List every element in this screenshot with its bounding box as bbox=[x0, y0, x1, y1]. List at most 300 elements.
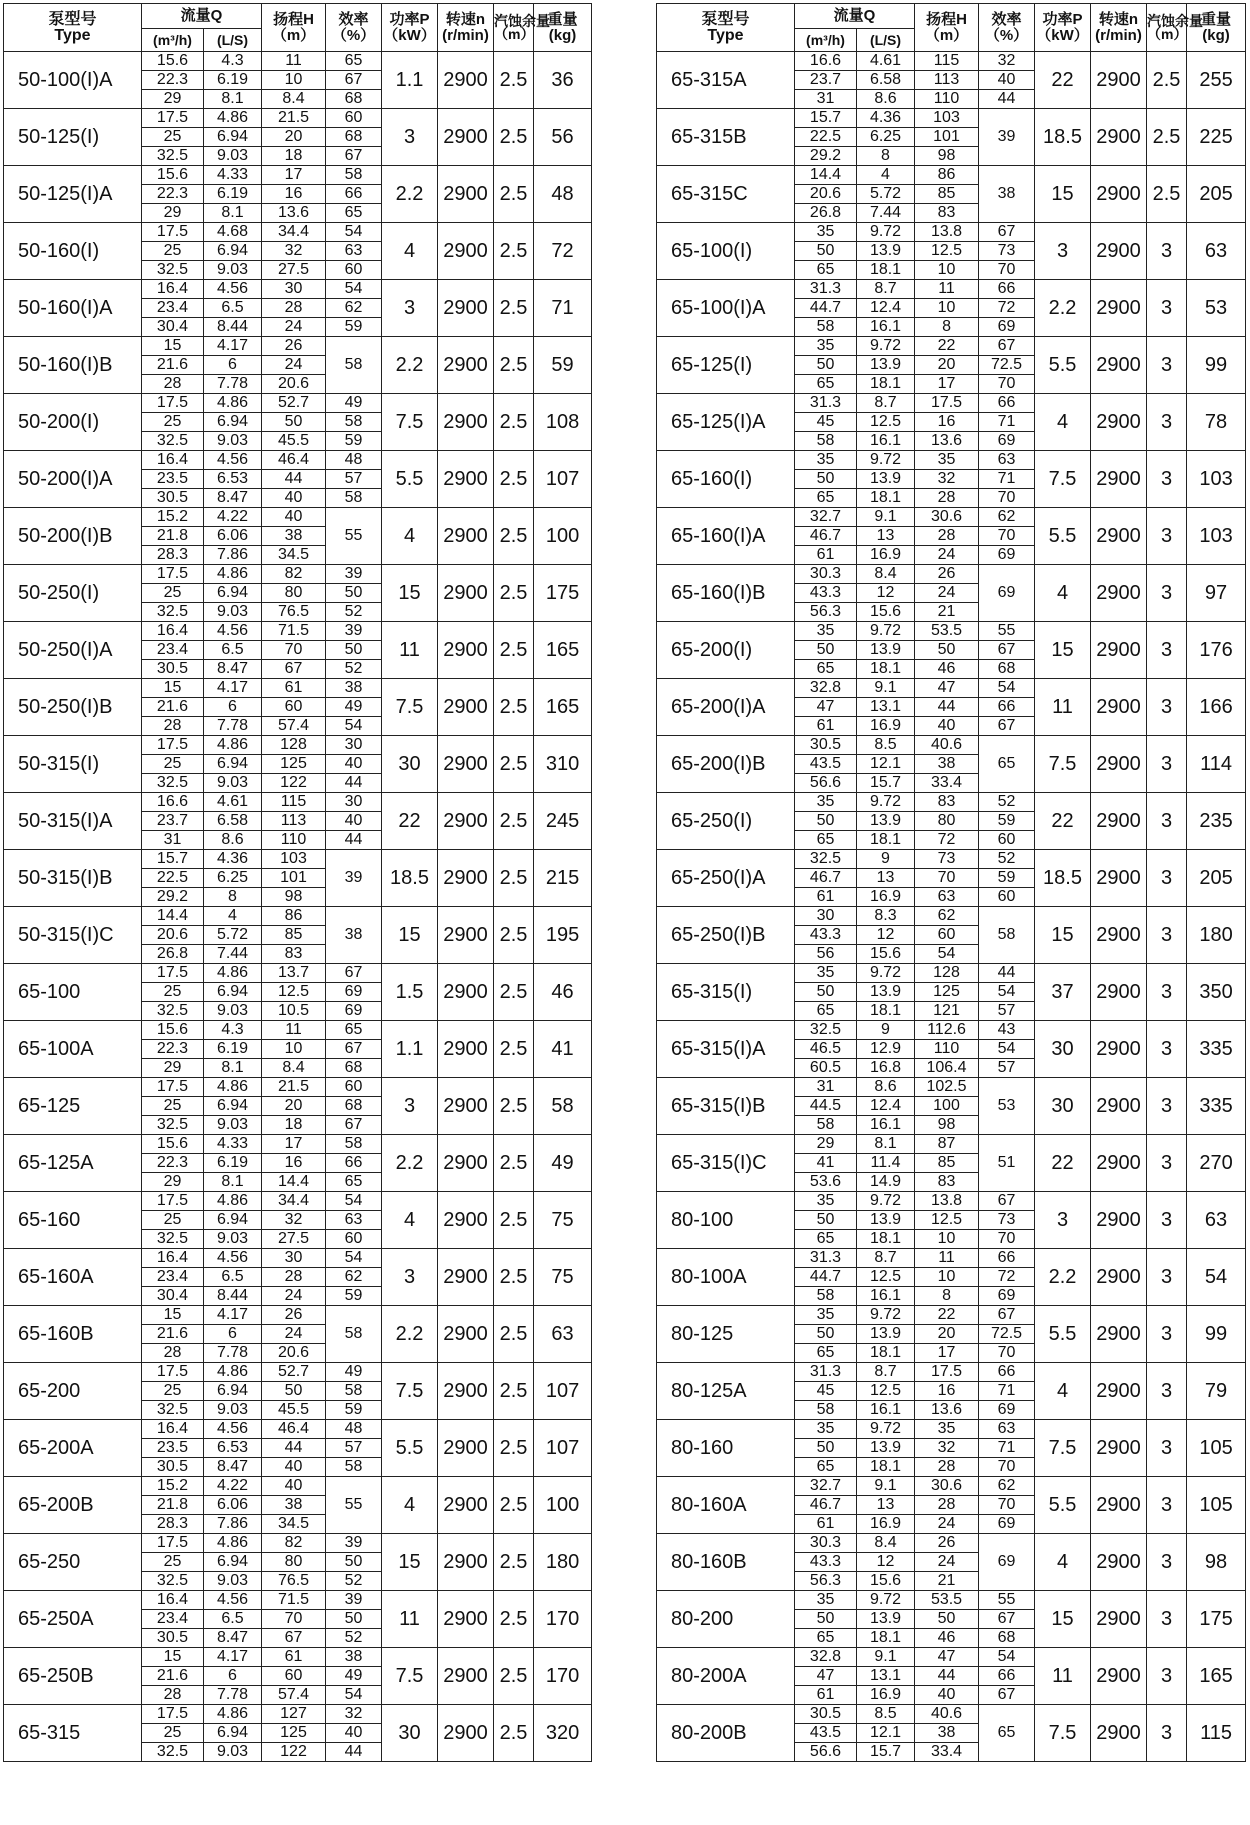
flow-m3h-cell: 30.5 bbox=[142, 1458, 204, 1477]
head-cell: 11 bbox=[262, 1021, 326, 1040]
flow-m3h-cell: 45 bbox=[795, 413, 857, 432]
flow-ls-cell: 7.78 bbox=[204, 1344, 262, 1363]
head-cell: 128 bbox=[262, 736, 326, 755]
flow-ls-cell: 18.1 bbox=[857, 489, 915, 508]
efficiency-cell: 39 bbox=[979, 109, 1035, 166]
efficiency-cell: 54 bbox=[326, 1192, 382, 1211]
head-cell: 20 bbox=[262, 128, 326, 147]
flow-m3h-cell: 61 bbox=[795, 1515, 857, 1534]
speed-cell: 2900 bbox=[1091, 1135, 1147, 1192]
flow-ls-cell: 8.1 bbox=[204, 1059, 262, 1078]
flow-ls-cell: 8.4 bbox=[857, 565, 915, 584]
weight-cell: 115 bbox=[1187, 1705, 1246, 1762]
npsh-cell: 3 bbox=[1147, 280, 1187, 337]
table-row bbox=[4, 223, 592, 242]
head-cell: 20 bbox=[262, 1097, 326, 1116]
head-header: 扬程H （m） bbox=[262, 4, 326, 52]
flow-ls-cell: 15.6 bbox=[857, 603, 915, 622]
flow-m3h-cell: 50 bbox=[795, 1439, 857, 1458]
pump-type-cell: 80-125A bbox=[657, 1363, 795, 1420]
pump-type-cell: 80-200 bbox=[657, 1591, 795, 1648]
npsh-cell: 2.5 bbox=[494, 1477, 534, 1534]
head-cell: 70 bbox=[262, 1610, 326, 1629]
npsh-cell: 2.5 bbox=[494, 1249, 534, 1306]
table-row bbox=[4, 1021, 592, 1040]
head-cell: 80 bbox=[262, 1553, 326, 1572]
head-cell: 38 bbox=[915, 755, 979, 774]
npsh-cell: 2.5 bbox=[1147, 166, 1187, 223]
pump-type-cell: 80-200B bbox=[657, 1705, 795, 1762]
efficiency-cell: 69 bbox=[979, 546, 1035, 565]
weight-cell: 56 bbox=[534, 109, 592, 166]
flow-m3h-cell: 25 bbox=[142, 1724, 204, 1743]
speed-cell: 2900 bbox=[1091, 1477, 1147, 1534]
flow-ls-cell: 8.1 bbox=[204, 90, 262, 109]
table-row bbox=[657, 508, 1246, 527]
flow-m3h-cell: 15 bbox=[142, 679, 204, 698]
flow-m3h-cell: 15.2 bbox=[142, 1477, 204, 1496]
flow-m3h-cell: 29.2 bbox=[795, 147, 857, 166]
speed-cell: 2900 bbox=[1091, 622, 1147, 679]
table-header bbox=[4, 4, 592, 52]
flow-ls-cell: 6 bbox=[204, 1667, 262, 1686]
speed-cell: 2900 bbox=[438, 337, 494, 394]
flow-m3h-cell: 32.5 bbox=[142, 261, 204, 280]
head-cell: 24 bbox=[915, 1553, 979, 1572]
flow-ls-cell: 4.33 bbox=[204, 1135, 262, 1154]
flow-ls-cell: 9.72 bbox=[857, 1306, 915, 1325]
head-cell: 45.5 bbox=[262, 1401, 326, 1420]
head-cell: 40 bbox=[262, 1477, 326, 1496]
flow-m3h-cell: 58 bbox=[795, 1401, 857, 1420]
power-cell: 3 bbox=[382, 109, 438, 166]
flow-m3h-cell: 25 bbox=[142, 1211, 204, 1230]
head-cell: 46 bbox=[915, 1629, 979, 1648]
flow-ls-header: (L/S) bbox=[857, 29, 915, 52]
efficiency-cell: 40 bbox=[326, 1724, 382, 1743]
pump-type-cell: 65-160(I)B bbox=[657, 565, 795, 622]
npsh-cell: 2.5 bbox=[494, 793, 534, 850]
flow-ls-cell: 7.78 bbox=[204, 1686, 262, 1705]
flow-ls-cell: 18.1 bbox=[857, 1230, 915, 1249]
head-cell: 62 bbox=[915, 907, 979, 926]
table-row bbox=[4, 1363, 592, 1382]
flow-ls-cell: 13.9 bbox=[857, 641, 915, 660]
flow-ls-cell: 4.17 bbox=[204, 1306, 262, 1325]
npsh-header: 汽蚀余量 （m） bbox=[1147, 4, 1187, 52]
efficiency-cell: 58 bbox=[326, 1306, 382, 1363]
head-cell: 10.5 bbox=[262, 1002, 326, 1021]
flow-ls-cell: 4.3 bbox=[204, 52, 262, 71]
head-cell: 33.4 bbox=[915, 774, 979, 793]
flow-m3h-cell: 17.5 bbox=[142, 109, 204, 128]
head-cell: 102.5 bbox=[915, 1078, 979, 1097]
flow-m3h-cell: 23.7 bbox=[795, 71, 857, 90]
flow-ls-cell: 7.78 bbox=[204, 375, 262, 394]
table-header bbox=[657, 4, 1246, 52]
weight-cell: 53 bbox=[1187, 280, 1246, 337]
speed-cell: 2900 bbox=[1091, 1648, 1147, 1705]
pump-type-cell: 65-250A bbox=[4, 1591, 142, 1648]
power-cell: 5.5 bbox=[1035, 337, 1091, 394]
head-cell: 10 bbox=[262, 71, 326, 90]
flow-ls-cell: 9.03 bbox=[204, 1572, 262, 1591]
efficiency-cell: 57 bbox=[979, 1059, 1035, 1078]
flow-ls-cell: 6.06 bbox=[204, 527, 262, 546]
efficiency-cell: 30 bbox=[326, 736, 382, 755]
head-cell: 32 bbox=[262, 1211, 326, 1230]
head-cell: 44 bbox=[262, 1439, 326, 1458]
flow-ls-cell: 12.4 bbox=[857, 1097, 915, 1116]
flow-ls-cell: 8.7 bbox=[857, 394, 915, 413]
flow-m3h-cell: 44.7 bbox=[795, 1268, 857, 1287]
flow-ls-cell: 4.68 bbox=[204, 223, 262, 242]
pump-type-cell: 65-160 bbox=[4, 1192, 142, 1249]
speed-cell: 2900 bbox=[438, 1306, 494, 1363]
head-cell: 82 bbox=[262, 1534, 326, 1553]
table-row bbox=[4, 1591, 592, 1610]
table-row bbox=[657, 1648, 1246, 1667]
flow-m3h-cell: 50 bbox=[795, 641, 857, 660]
flow-m3h-cell: 65 bbox=[795, 375, 857, 394]
flow-m3h-cell: 30.4 bbox=[142, 1287, 204, 1306]
weight-cell: 245 bbox=[534, 793, 592, 850]
head-cell: 27.5 bbox=[262, 261, 326, 280]
npsh-cell: 3 bbox=[1147, 622, 1187, 679]
power-header: 功率P （kW） bbox=[1035, 4, 1091, 52]
efficiency-cell: 60 bbox=[326, 1078, 382, 1097]
head-cell: 83 bbox=[262, 945, 326, 964]
flow-ls-cell: 9 bbox=[857, 1021, 915, 1040]
head-cell: 35 bbox=[915, 451, 979, 470]
speed-cell: 2900 bbox=[1091, 337, 1147, 394]
table-row bbox=[657, 964, 1246, 983]
speed-cell: 2900 bbox=[1091, 1534, 1147, 1591]
efficiency-cell: 58 bbox=[326, 489, 382, 508]
flow-ls-cell: 9.1 bbox=[857, 508, 915, 527]
weight-header: 重量 (kg) bbox=[1187, 4, 1246, 52]
flow-ls-cell: 9.72 bbox=[857, 1420, 915, 1439]
efficiency-cell: 39 bbox=[326, 565, 382, 584]
efficiency-cell: 50 bbox=[326, 641, 382, 660]
efficiency-cell: 52 bbox=[326, 660, 382, 679]
flow-ls-cell: 8.6 bbox=[857, 1078, 915, 1097]
flow-ls-cell: 13.9 bbox=[857, 812, 915, 831]
pump-type-cell: 65-100A bbox=[4, 1021, 142, 1078]
npsh-cell: 2.5 bbox=[494, 565, 534, 622]
npsh-cell: 2.5 bbox=[1147, 109, 1187, 166]
efficiency-cell: 50 bbox=[326, 584, 382, 603]
efficiency-cell: 54 bbox=[979, 983, 1035, 1002]
efficiency-cell: 67 bbox=[326, 964, 382, 983]
npsh-cell: 2.5 bbox=[494, 109, 534, 166]
power-cell: 2.2 bbox=[382, 1306, 438, 1363]
head-cell: 57.4 bbox=[262, 1686, 326, 1705]
head-cell: 17.5 bbox=[915, 394, 979, 413]
table-row bbox=[657, 1135, 1246, 1154]
efficiency-cell: 59 bbox=[326, 432, 382, 451]
flow-ls-cell: 9.1 bbox=[857, 679, 915, 698]
weight-cell: 175 bbox=[1187, 1591, 1246, 1648]
efficiency-header: 效率 （%） bbox=[979, 4, 1035, 52]
efficiency-cell: 67 bbox=[979, 1610, 1035, 1629]
flow-m3h-cell: 65 bbox=[795, 261, 857, 280]
flow-ls-cell: 13 bbox=[857, 869, 915, 888]
table-row bbox=[657, 52, 1246, 71]
speed-cell: 2900 bbox=[438, 1078, 494, 1135]
npsh-header: 汽蚀余量 （m） bbox=[494, 4, 534, 52]
efficiency-cell: 69 bbox=[326, 1002, 382, 1021]
flow-m3h-cell: 17.5 bbox=[142, 394, 204, 413]
flow-ls-cell: 12.5 bbox=[857, 1382, 915, 1401]
pump-type-cell: 50-315(I)A bbox=[4, 793, 142, 850]
flow-ls-cell: 15.6 bbox=[857, 945, 915, 964]
pump-type-cell: 65-250B bbox=[4, 1648, 142, 1705]
head-cell: 98 bbox=[262, 888, 326, 907]
head-cell: 40 bbox=[262, 489, 326, 508]
efficiency-cell: 69 bbox=[979, 432, 1035, 451]
pump-type-cell: 65-200A bbox=[4, 1420, 142, 1477]
flow-ls-cell: 6.94 bbox=[204, 983, 262, 1002]
speed-header: 转速n (r/min) bbox=[1091, 4, 1147, 52]
table-row bbox=[4, 736, 592, 755]
efficiency-cell: 51 bbox=[979, 1135, 1035, 1192]
speed-cell: 2900 bbox=[438, 1534, 494, 1591]
efficiency-cell: 59 bbox=[979, 812, 1035, 831]
flow-ls-cell: 8.6 bbox=[204, 831, 262, 850]
head-cell: 85 bbox=[262, 926, 326, 945]
speed-cell: 2900 bbox=[438, 1705, 494, 1762]
head-cell: 28 bbox=[915, 489, 979, 508]
flow-m3h-cell: 56 bbox=[795, 945, 857, 964]
flow-ls-cell: 6.94 bbox=[204, 1382, 262, 1401]
flow-ls-cell: 4.61 bbox=[204, 793, 262, 812]
npsh-cell: 3 bbox=[1147, 1021, 1187, 1078]
flow-m3h-cell: 26.8 bbox=[795, 204, 857, 223]
flow-m3h-cell: 25 bbox=[142, 1382, 204, 1401]
weight-cell: 166 bbox=[1187, 679, 1246, 736]
efficiency-cell: 54 bbox=[979, 1040, 1035, 1059]
flow-m3h-cell: 21.6 bbox=[142, 356, 204, 375]
flow-m3h-cell: 56.3 bbox=[795, 1572, 857, 1591]
head-cell: 86 bbox=[915, 166, 979, 185]
head-cell: 30.6 bbox=[915, 508, 979, 527]
flow-m3h-cell: 23.5 bbox=[142, 470, 204, 489]
speed-cell: 2900 bbox=[1091, 907, 1147, 964]
power-cell: 30 bbox=[382, 1705, 438, 1762]
head-cell: 17 bbox=[262, 1135, 326, 1154]
pump-type-cell: 65-200 bbox=[4, 1363, 142, 1420]
efficiency-cell: 60 bbox=[326, 109, 382, 128]
power-cell: 15 bbox=[1035, 166, 1091, 223]
npsh-cell: 2.5 bbox=[494, 52, 534, 109]
head-cell: 103 bbox=[262, 850, 326, 869]
flow-ls-cell: 6.58 bbox=[857, 71, 915, 90]
npsh-cell: 3 bbox=[1147, 1420, 1187, 1477]
efficiency-cell: 44 bbox=[979, 964, 1035, 983]
flow-ls-cell: 8.47 bbox=[204, 1629, 262, 1648]
speed-cell: 2900 bbox=[438, 394, 494, 451]
table-body bbox=[657, 52, 1246, 1762]
flow-ls-cell: 4.22 bbox=[204, 1477, 262, 1496]
weight-cell: 205 bbox=[1187, 850, 1246, 907]
head-cell: 71.5 bbox=[262, 622, 326, 641]
speed-cell: 2900 bbox=[438, 565, 494, 622]
flow-m3h-cell: 32.5 bbox=[142, 1116, 204, 1135]
efficiency-cell: 70 bbox=[979, 1230, 1035, 1249]
efficiency-cell: 67 bbox=[979, 641, 1035, 660]
speed-cell: 2900 bbox=[1091, 508, 1147, 565]
head-cell: 50 bbox=[915, 641, 979, 660]
flow-ls-cell: 6 bbox=[204, 1325, 262, 1344]
table-row bbox=[4, 166, 592, 185]
head-cell: 60 bbox=[262, 1667, 326, 1686]
flow-m3h-cell: 28 bbox=[142, 375, 204, 394]
flow-m3h-header: (m³/h) bbox=[142, 29, 204, 52]
head-cell: 61 bbox=[262, 679, 326, 698]
table-row bbox=[4, 850, 592, 869]
flow-m3h-cell: 15.6 bbox=[142, 1135, 204, 1154]
head-cell: 46 bbox=[915, 660, 979, 679]
weight-cell: 175 bbox=[534, 565, 592, 622]
efficiency-cell: 71 bbox=[979, 413, 1035, 432]
flow-m3h-cell: 47 bbox=[795, 1667, 857, 1686]
flow-m3h-cell: 32.5 bbox=[142, 432, 204, 451]
pump-type-cell: 50-160(I)B bbox=[4, 337, 142, 394]
weight-cell: 71 bbox=[534, 280, 592, 337]
head-cell: 13.8 bbox=[915, 1192, 979, 1211]
flow-m3h-cell: 32.5 bbox=[142, 1572, 204, 1591]
flow-m3h-cell: 15.6 bbox=[142, 52, 204, 71]
flow-m3h-cell: 32.8 bbox=[795, 679, 857, 698]
flow-ls-cell: 16.1 bbox=[857, 432, 915, 451]
efficiency-cell: 69 bbox=[326, 983, 382, 1002]
flow-ls-cell: 16.1 bbox=[857, 318, 915, 337]
head-cell: 83 bbox=[915, 1173, 979, 1192]
npsh-cell: 3 bbox=[1147, 508, 1187, 565]
head-cell: 24 bbox=[262, 1325, 326, 1344]
flow-ls-cell: 12 bbox=[857, 1553, 915, 1572]
flow-ls-cell: 4.86 bbox=[204, 736, 262, 755]
weight-cell: 195 bbox=[534, 907, 592, 964]
flow-ls-cell: 6.94 bbox=[204, 242, 262, 261]
power-cell: 7.5 bbox=[1035, 451, 1091, 508]
flow-ls-cell: 8.47 bbox=[204, 489, 262, 508]
flow-ls-cell: 13.9 bbox=[857, 1325, 915, 1344]
head-cell: 8 bbox=[915, 1287, 979, 1306]
flow-m3h-cell: 56.6 bbox=[795, 1743, 857, 1762]
efficiency-cell: 62 bbox=[326, 299, 382, 318]
power-cell: 4 bbox=[1035, 394, 1091, 451]
table-row bbox=[657, 1477, 1246, 1496]
efficiency-cell: 44 bbox=[326, 831, 382, 850]
efficiency-cell: 65 bbox=[326, 52, 382, 71]
flow-m3h-cell: 30.5 bbox=[795, 1705, 857, 1724]
head-cell: 24 bbox=[915, 1515, 979, 1534]
efficiency-cell: 59 bbox=[326, 318, 382, 337]
flow-ls-cell: 4.86 bbox=[204, 964, 262, 983]
flow-m3h-cell: 28.3 bbox=[142, 1515, 204, 1534]
table-row bbox=[657, 565, 1246, 584]
efficiency-cell: 67 bbox=[979, 1686, 1035, 1705]
flow-ls-cell: 4.56 bbox=[204, 622, 262, 641]
weight-cell: 79 bbox=[1187, 1363, 1246, 1420]
flow-m3h-cell: 32.5 bbox=[142, 1401, 204, 1420]
table-row bbox=[657, 109, 1246, 128]
weight-cell: 59 bbox=[534, 337, 592, 394]
efficiency-cell: 38 bbox=[326, 1648, 382, 1667]
flow-ls-cell: 4.86 bbox=[204, 1192, 262, 1211]
efficiency-cell: 54 bbox=[326, 1249, 382, 1268]
pump-type-cell: 50-200(I) bbox=[4, 394, 142, 451]
power-cell: 2.2 bbox=[1035, 280, 1091, 337]
flow-m3h-cell: 32.5 bbox=[142, 1743, 204, 1762]
flow-m3h-cell: 43.3 bbox=[795, 584, 857, 603]
pump-spec-table-right bbox=[656, 3, 1246, 1762]
speed-cell: 2900 bbox=[1091, 1249, 1147, 1306]
flow-ls-cell: 8.4 bbox=[857, 1534, 915, 1553]
table-row bbox=[657, 1705, 1246, 1724]
head-cell: 101 bbox=[915, 128, 979, 147]
head-cell: 85 bbox=[915, 185, 979, 204]
speed-cell: 2900 bbox=[1091, 451, 1147, 508]
flow-m3h-cell: 15.2 bbox=[142, 508, 204, 527]
pump-type-cell: 65-125A bbox=[4, 1135, 142, 1192]
flow-m3h-cell: 17.5 bbox=[142, 964, 204, 983]
power-cell: 7.5 bbox=[382, 1648, 438, 1705]
efficiency-cell: 67 bbox=[979, 337, 1035, 356]
head-cell: 44 bbox=[915, 698, 979, 717]
head-cell: 21.5 bbox=[262, 109, 326, 128]
flow-m3h-cell: 35 bbox=[795, 622, 857, 641]
flow-m3h-cell: 65 bbox=[795, 831, 857, 850]
flow-m3h-cell: 14.4 bbox=[142, 907, 204, 926]
pump-type-cell: 65-250 bbox=[4, 1534, 142, 1591]
flow-ls-cell: 18.1 bbox=[857, 375, 915, 394]
head-cell: 16 bbox=[262, 1154, 326, 1173]
pump-type-cell: 50-160(I)A bbox=[4, 280, 142, 337]
pump-spec-table-left bbox=[3, 3, 592, 1762]
speed-cell: 2900 bbox=[438, 1192, 494, 1249]
npsh-cell: 3 bbox=[1147, 451, 1187, 508]
flow-m3h-cell: 22.3 bbox=[142, 1154, 204, 1173]
flow-ls-cell: 16.9 bbox=[857, 888, 915, 907]
flow-m3h-cell: 14.4 bbox=[795, 166, 857, 185]
flow-m3h-cell: 23.4 bbox=[142, 299, 204, 318]
speed-cell: 2900 bbox=[438, 1648, 494, 1705]
speed-cell: 2900 bbox=[438, 736, 494, 793]
head-cell: 72 bbox=[915, 831, 979, 850]
head-cell: 18 bbox=[262, 1116, 326, 1135]
flow-m3h-cell: 32.5 bbox=[142, 603, 204, 622]
flow-m3h-cell: 35 bbox=[795, 1420, 857, 1439]
efficiency-cell: 65 bbox=[326, 204, 382, 223]
head-cell: 24 bbox=[262, 1287, 326, 1306]
speed-cell: 2900 bbox=[438, 451, 494, 508]
flow-ls-cell: 4.56 bbox=[204, 280, 262, 299]
head-cell: 47 bbox=[915, 679, 979, 698]
flow-m3h-cell: 28 bbox=[142, 1344, 204, 1363]
weight-cell: 170 bbox=[534, 1591, 592, 1648]
efficiency-cell: 71 bbox=[979, 1382, 1035, 1401]
head-cell: 13.6 bbox=[262, 204, 326, 223]
flow-ls-cell: 9.72 bbox=[857, 964, 915, 983]
flow-header: 流量Q bbox=[795, 4, 915, 29]
head-cell: 17 bbox=[915, 1344, 979, 1363]
head-cell: 14.4 bbox=[262, 1173, 326, 1192]
flow-ls-cell: 7.78 bbox=[204, 717, 262, 736]
flow-m3h-cell: 43.5 bbox=[795, 1724, 857, 1743]
